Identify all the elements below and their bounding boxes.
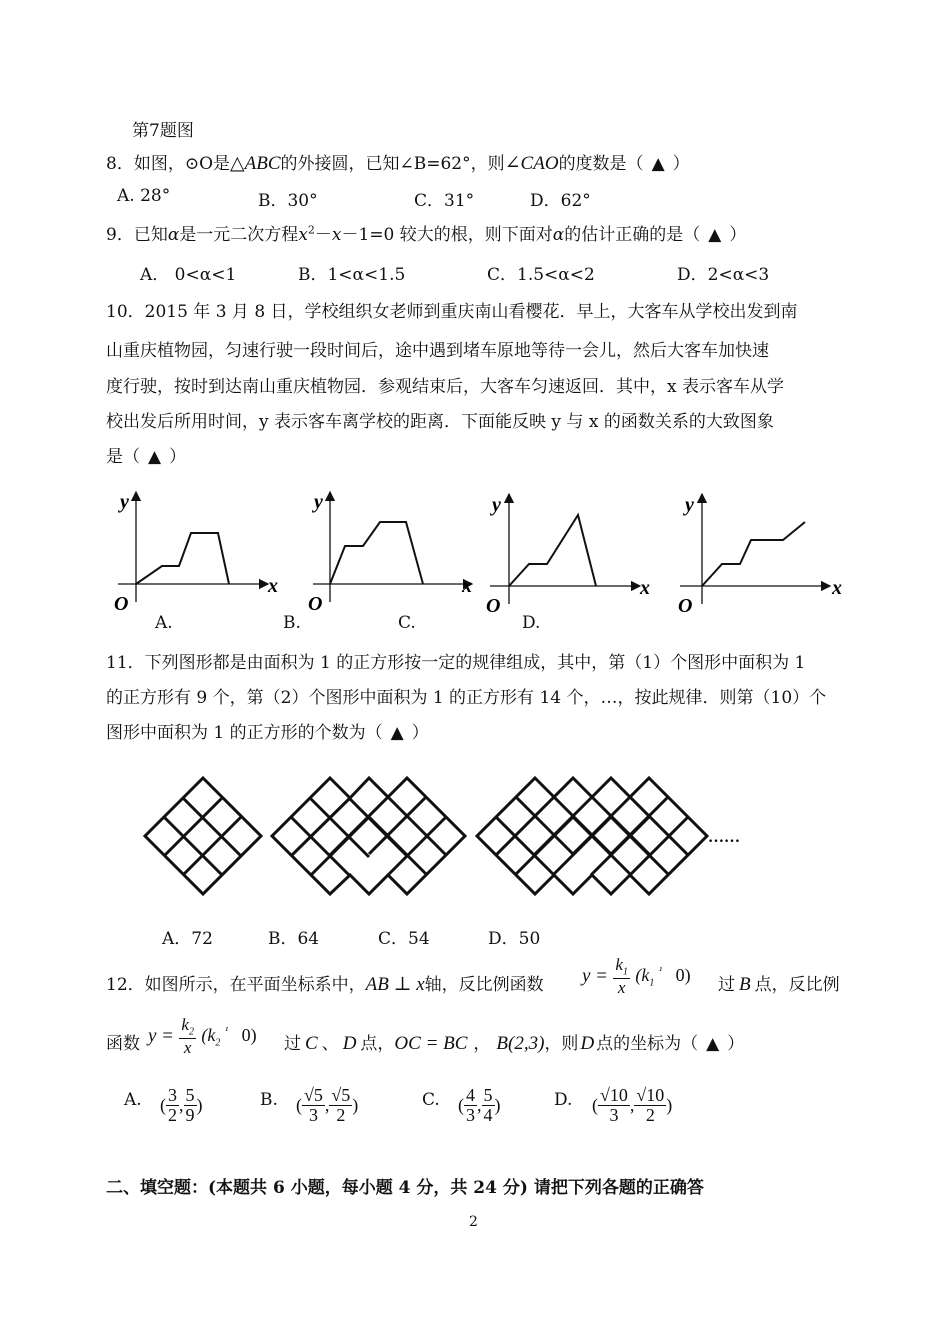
- q12-option-c-label: C.: [422, 1090, 440, 1110]
- fraction: $\frac{5}{9}$: [185, 1085, 195, 1125]
- graph-b-origin: O: [308, 593, 323, 615]
- q12-point-c: C: [305, 1033, 318, 1054]
- q12-line-1: [106, 970, 544, 996]
- fraction-k1-over-x: [613, 956, 630, 997]
- q9-option-b: B．1<α<1.5: [298, 265, 406, 285]
- q12-y-equals: y =: [582, 965, 609, 987]
- q10-option-a: A.: [155, 613, 173, 633]
- pattern-3: [477, 778, 707, 894]
- fraction-denominator: x: [617, 977, 626, 997]
- q8-option-d: D．62°: [530, 191, 591, 211]
- q10-end: ）: [169, 447, 187, 467]
- q8-math-angle: ∠CAO: [504, 153, 559, 174]
- pattern-1: [145, 778, 261, 894]
- q12-y-equals-2: y =: [148, 1025, 175, 1047]
- q8-text-3: 的度数是（: [558, 154, 644, 174]
- q10-option-d: D.: [522, 613, 541, 633]
- q10-last-text: 是（: [106, 447, 140, 467]
- q12-end: ）: [727, 1034, 745, 1054]
- q10-graphs: [100, 480, 860, 620]
- q9-text-1: 已知: [133, 225, 168, 245]
- q12-point-d: D: [342, 1033, 357, 1054]
- q12-function-1: [582, 956, 691, 997]
- q11-line-2: 的正方形有 9 个，第（2）个图形中面积为 1 的正方形有 14 个，…，按此规律．则第（10）个: [106, 688, 827, 708]
- q12-text-8: 点的坐标为（: [596, 1034, 699, 1054]
- q12-function-2: [148, 1016, 257, 1057]
- answer-blank-mark: ▲: [706, 1034, 720, 1054]
- q10-line-1: 10．2015 年 3 月 8 日，学校组织女老师到重庆南山看樱花．早上，大客车从学校出发到南: [106, 302, 798, 322]
- q8-text-4: ）: [672, 154, 690, 174]
- graph-c-curve: [509, 515, 596, 586]
- graph-b-y-label: y: [314, 491, 323, 513]
- q8-option-c: C．31°: [414, 191, 475, 211]
- q12-text-3: 过: [718, 975, 735, 995]
- q9-text-4: －1=0 较大的根，则下面对: [341, 225, 553, 245]
- q8-text-2: 的外接圆，已知∠B=62°，则: [280, 154, 505, 174]
- graph-d-origin: O: [678, 595, 693, 617]
- q12-option-d-value: ( $\frac{√10}{3}$ , $\frac{√10}{2}$ ): [592, 1085, 673, 1125]
- answer-blank-mark: ▲: [651, 154, 665, 174]
- answer-blank-mark: ▲: [148, 447, 162, 467]
- q10-line-5: [106, 442, 186, 467]
- q11-line-1: 11．下列图形都是由面积为 1 的正方形按一定的规律组成，其中，第（1）个图形中面积为 1: [106, 653, 806, 673]
- q12-option-c-value: ( $\frac{4}{3}$ , $\frac{5}{4}$ ): [458, 1085, 501, 1125]
- q10-line-3: 度行驶，按时到达南山重庆植物园．参观结束后，大客车匀速返回．其中，x 表示客车从学: [106, 377, 784, 397]
- q12-text-1: 12．如图所示，在平面坐标系中，: [106, 975, 366, 995]
- q9-option-c: C．1.5<α<2: [487, 265, 595, 285]
- graph-a-y-label: y: [120, 491, 129, 513]
- q12-text-5: 过: [284, 1034, 301, 1054]
- fraction: $\frac{5}{4}$: [483, 1085, 493, 1125]
- graph-c-y-label: y: [492, 494, 501, 516]
- question-9-text: [106, 220, 746, 245]
- q9-x: x: [298, 225, 308, 245]
- graph-a-origin: O: [114, 593, 129, 615]
- q8-option-b: B．30°: [258, 191, 318, 211]
- q9-option-a: A． 0<α<1: [140, 265, 237, 285]
- graph-c-x-label: x: [640, 577, 650, 599]
- fraction: $\frac{√5}{3}$: [304, 1085, 323, 1125]
- q9-option-d: D．2<α<3: [677, 265, 770, 285]
- q8-math-triangle: △ABC: [230, 153, 281, 174]
- question-8-text: [106, 149, 690, 175]
- answer-blank-mark: ▲: [390, 723, 404, 743]
- pattern-ellipsis: ……: [708, 829, 740, 846]
- q8-text-1: 如图，⊙O是: [133, 154, 231, 174]
- fraction-denominator: x: [183, 1037, 192, 1057]
- q11-option-d: D．50: [488, 929, 541, 949]
- q12-text-4: 点，反比例: [754, 975, 840, 995]
- q12-line-2-rest: 过 C 、 D 点，OC = BC ， B(2,3)，则 D 点的坐标为（ ▲ ）: [284, 1033, 745, 1054]
- q11-line-3: [106, 718, 429, 743]
- q12-option-b-label: B.: [260, 1090, 278, 1110]
- q8-option-a: A. 28°: [117, 186, 171, 206]
- q10-line-2: 山重庆植物园，匀速行驶一段时间后，途中遇到堵车原地等待一会儿，然后大客车加快速: [106, 341, 769, 361]
- q11-option-b: B．64: [268, 929, 320, 949]
- fraction: $\frac{√10}{3}$: [600, 1085, 628, 1125]
- pattern-2: [272, 778, 465, 894]
- q9-square: 2: [307, 223, 315, 237]
- q11-option-a: A．72: [162, 929, 213, 949]
- graph-d-y-label: y: [685, 494, 694, 516]
- graph-b-curve: [330, 522, 423, 584]
- fraction-numerator: $k_1$: [615, 955, 628, 978]
- q12-line-2-start: 函数: [106, 1034, 140, 1054]
- q9-alpha: α: [167, 225, 180, 245]
- figure-7-caption: 第7题图: [132, 121, 194, 141]
- q12-b-coord: B(2,3): [496, 1033, 545, 1054]
- fraction-numerator: $k_2$: [181, 1015, 194, 1038]
- fraction: $\frac{√10}{2}$: [636, 1085, 665, 1125]
- graph-d-curve: [702, 522, 805, 586]
- answer-blank-mark: ▲: [708, 225, 722, 245]
- fraction: $\frac{3}{2}$: [168, 1085, 177, 1125]
- q12-option-a-value: ( $\frac{3}{2}$ , $\frac{5}{9}$ ): [160, 1085, 203, 1125]
- section-2-heading: 二、填空题：(本题共 6 小题，每小题 4 分，共 24 分) 请把下列各题的正确答: [106, 1178, 704, 1198]
- q9-text-2: 是一元二次方程: [179, 225, 299, 245]
- graph-d: [678, 494, 842, 617]
- q12-oc-bc: OC = BC: [394, 1033, 468, 1054]
- graph-d-x-label: x: [832, 577, 842, 599]
- q12-comma: 、: [321, 1034, 339, 1054]
- q12-point-b: B: [739, 974, 751, 995]
- q9-text-6: ）: [729, 225, 747, 245]
- fraction-k2-over-x: [179, 1016, 196, 1057]
- fraction: $\frac{4}{3}$: [466, 1085, 475, 1125]
- q12-text-2: 轴，反比例函数: [424, 975, 544, 995]
- graph-a-curve: [136, 533, 229, 584]
- q12-condition-1: ($k_1$ $^{^1}$ 0): [635, 964, 691, 989]
- q9-alpha-2: α: [552, 225, 565, 245]
- q12-option-d-label: D.: [554, 1090, 573, 1110]
- q12-ab-perp: AB ⊥ x: [365, 974, 425, 995]
- q10-line-4: 校出发后所用时间，y 表示客车离学校的距离．下面能反映 y 与 x 的函数关系的大致图象: [106, 412, 774, 432]
- q10-option-c: C.: [398, 613, 416, 633]
- graph-b-x-label: x: [462, 575, 472, 597]
- graph-c: [486, 494, 650, 617]
- q11-option-c: C．54: [378, 929, 430, 949]
- graph-a: [114, 491, 278, 615]
- q9-number: 9．: [106, 225, 134, 245]
- q12-option-b-value: ( $\frac{√5}{3}$ , $\frac{√5}{2}$ ): [296, 1085, 359, 1125]
- fraction: $\frac{√5}{2}$: [331, 1085, 351, 1125]
- page-number: 2: [469, 1214, 478, 1230]
- graph-b: [308, 491, 472, 615]
- q12-line-1-end: [718, 970, 840, 996]
- q11-end: ）: [411, 723, 429, 743]
- q10-option-b: B.: [283, 613, 301, 633]
- graph-c-origin: O: [486, 595, 501, 617]
- q12-point-d-2: D: [580, 1033, 595, 1054]
- q9-text-5: 的估计正确的是（: [564, 225, 701, 245]
- q11-last-text: 图形中面积为 1 的正方形的个数为（: [106, 723, 383, 743]
- graph-a-x-label: x: [268, 575, 278, 597]
- q12-text-6: 点，: [360, 1034, 395, 1054]
- q8-number: 8．: [106, 154, 134, 174]
- q12-condition-2: ($k_2$ $^{^1}$ 0): [201, 1024, 257, 1049]
- q9-minus: －: [314, 225, 332, 245]
- q12-text-7: ，则: [544, 1034, 579, 1054]
- q9-x2: x: [331, 225, 342, 245]
- q11-patterns: [130, 770, 770, 900]
- q12-option-a-label: A.: [124, 1090, 142, 1110]
